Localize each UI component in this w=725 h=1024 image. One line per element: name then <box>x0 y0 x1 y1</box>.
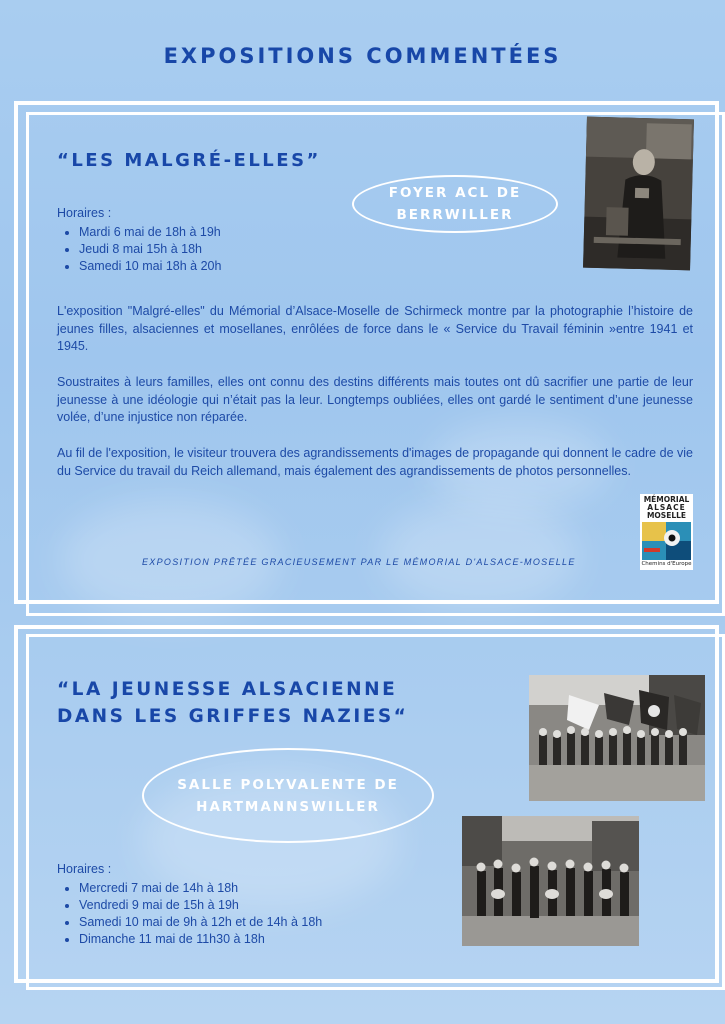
logo-line: MÉMORIAL <box>643 495 690 504</box>
venue-line: HARTMANNSWILLER <box>196 798 380 815</box>
schedule-item: • Dimanche 11 mai de 11h30 à 18h <box>79 931 322 948</box>
section1-venue-badge <box>352 175 558 233</box>
schedule-item: • Samedi 10 mai 18h à 20h <box>79 258 221 275</box>
section1-portrait-photo <box>583 117 694 271</box>
section1-paragraph: L'exposition "Malgré-elles" du Mémorial d’Alsace-Moselle de Schirmeck montre par la photographie l’histoire de jeunes filles, alsaciennes et mosellanes, enrôlées de force dans le « Service du Travail féminin »entre 1941 et 1945. <box>57 304 693 353</box>
page-title: EXPOSITIONS COMMENTÉES <box>163 44 562 68</box>
venue-line: BERRWILLER <box>396 207 514 223</box>
schedule-item: • Mardi 6 mai de 18h à 19h <box>79 224 221 241</box>
section1-credit: EXPOSITION PRÊTÉE GRACIEUSEMENT PAR LE MÉMORIAL D'ALSACE-MOSELLE <box>142 557 576 567</box>
section1-paragraph: Au fil de l'exposition, le visiteur trouvera des agrandissements d'images de propagande qui donnent le cadre de vie du Service du travail du Reich allemand, mais également des agrandissements de photos personnelles. <box>57 446 693 478</box>
section1-paragraph: Soustraites à leurs familles, elles ont connu des destins différents mais toutes ont dû sacrifier une partie de leur jeunesse à une idéologie qui n’était pas la leur. Longtemps oubliées, elles ont gardé le sentiment d’une jeunesse volée, d’une injustice non réparée. <box>57 375 693 424</box>
heading-line: “LA JEUNESSE ALSACIENNE <box>57 679 398 700</box>
parade-photo-image <box>462 816 639 946</box>
venue-line: FOYER ACL DE <box>388 185 522 201</box>
logo-graphic <box>642 522 691 560</box>
venue-line: SALLE POLYVALENTE DE <box>177 776 399 793</box>
section2-schedule <box>57 861 322 948</box>
section1-schedule <box>57 205 221 275</box>
section2-parade-photo <box>462 816 639 946</box>
schedule-list <box>57 880 322 948</box>
logo-footer: Chemins d'Europe <box>641 561 692 567</box>
schedule-item: • Jeudi 8 mai 15h à 18h <box>79 241 221 258</box>
schedule-label: Horaires : <box>57 862 112 876</box>
section2-venue-badge <box>142 748 434 843</box>
section2-flags-photo <box>529 675 705 801</box>
memorial-alsace-moselle-logo <box>640 494 693 570</box>
schedule-item: • Vendredi 9 mai de 15h à 19h <box>79 897 322 914</box>
schedule-item: • Samedi 10 mai de 9h à 12h et de 14h à 18h <box>79 914 322 931</box>
schedule-item: • Mercredi 7 mai de 14h à 18h <box>79 880 322 897</box>
heading-line: DANS LES GRIFFES NAZIES“ <box>57 706 409 727</box>
logo-line: MOSELLE <box>646 511 687 520</box>
flags-photo-image <box>529 675 705 801</box>
schedule-label: Horaires : <box>57 206 112 220</box>
logo-line: ALSACE <box>647 503 686 512</box>
schedule-list <box>57 224 221 275</box>
section1-heading: “LES MALGRÉ-ELLES” <box>57 150 321 171</box>
section2-heading <box>57 676 408 730</box>
portrait-photo-image <box>583 117 694 271</box>
